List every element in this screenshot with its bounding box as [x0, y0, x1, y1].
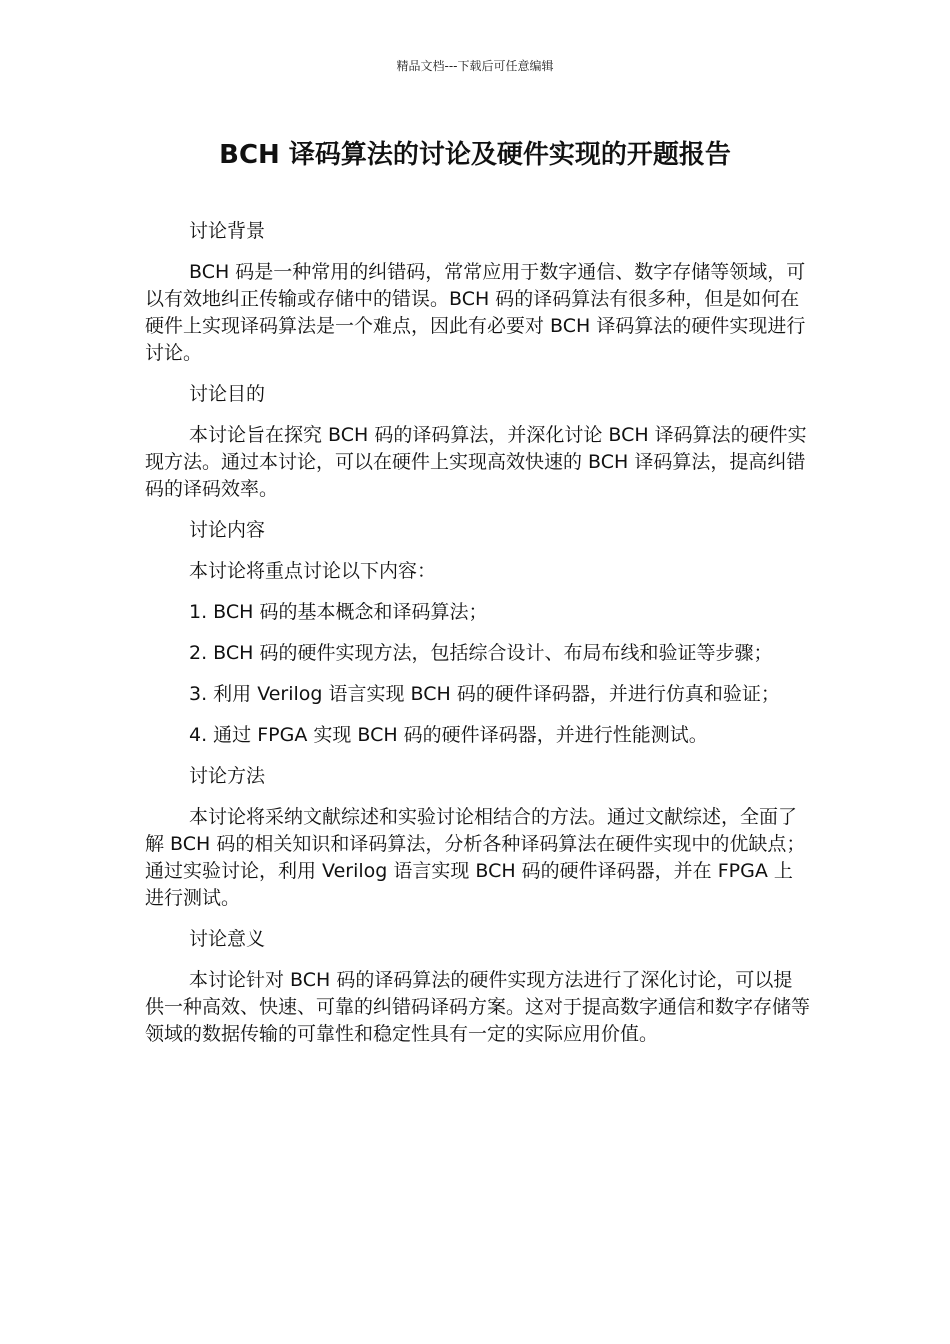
section-heading-significance: 讨论意义: [189, 928, 266, 950]
content-list-item: 4. 通过 FPGA 实现 BCH 码的硬件译码器，并进行性能测试。: [189, 724, 708, 746]
content-intro: 本讨论将重点讨论以下内容：: [189, 560, 437, 582]
document-title: BCH 译码算法的讨论及硬件实现的开题报告: [219, 140, 731, 170]
content-list-item: 2. BCH 码的硬件实现方法，包括综合设计、布局布线和验证等步骤；: [189, 642, 773, 664]
section-heading-background: 讨论背景: [189, 220, 266, 242]
background-paragraph: BCH 码是一种常用的纠错码，常常应用于数字通信、数字存储等领域，可以有效地纠正传输或存储中的错误。BCH 码的译码算法有很多种，但是如何在硬件上实现译码算法是一个难点，因此有必要对 BCH 译码算法的硬件实现进行讨论。: [145, 261, 806, 364]
purpose-paragraph: 本讨论旨在探究 BCH 码的译码算法，并深化讨论 BCH 译码算法的硬件实现方法。通过本讨论，可以在硬件上实现高效快速的 BCH 译码算法，提高纠错码的译码效率。: [145, 424, 807, 500]
section-heading-purpose: 讨论目的: [189, 383, 266, 405]
page-header: 精品文档---下载后可任意编辑: [396, 59, 554, 73]
significance-paragraph: 本讨论针对 BCH 码的译码算法的硬件实现方法进行了深化讨论，可以提供一种高效、快速、可靠的纠错码译码方案。这对于提高数字通信和数字存储等领域的数据传输的可靠性和稳定性具有一定的实际应用价值。: [145, 969, 811, 1045]
section-heading-content: 讨论内容: [189, 519, 266, 541]
content-list-item: 3. 利用 Verilog 语言实现 BCH 码的硬件译码器，并进行仿真和验证；: [189, 683, 780, 705]
document-body: [145, 218, 810, 1062]
content-list-item: 1. BCH 码的基本概念和译码算法；: [189, 601, 488, 623]
method-paragraph: 本讨论将采纳文献综述和实验讨论相结合的方法。通过文献综述，全面了解 BCH 码的相关知识和译码算法，分析各种译码算法在硬件实现中的优缺点；通过实验讨论，利用 Verilog 语言实现 BCH 码的硬件译码器，并在 FPGA 上进行测试。: [145, 806, 806, 909]
section-heading-method: 讨论方法: [189, 765, 266, 787]
